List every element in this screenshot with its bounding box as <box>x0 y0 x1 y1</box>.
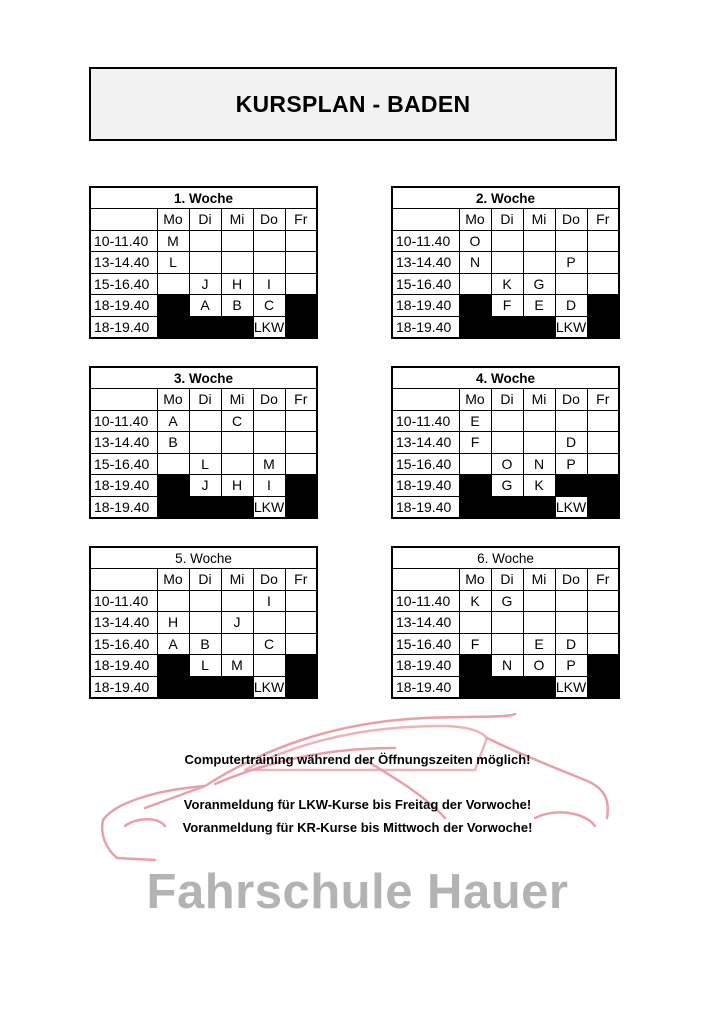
blocked-cell <box>221 676 253 698</box>
course-cell <box>555 273 587 295</box>
course-cell <box>189 432 221 454</box>
day-header: Mo <box>157 569 189 591</box>
course-cell <box>285 230 317 252</box>
course-cell <box>285 252 317 274</box>
course-cell: L <box>189 655 221 677</box>
blocked-cell <box>523 496 555 518</box>
table-row <box>392 475 619 497</box>
day-header: Di <box>189 389 221 411</box>
course-cell: LKW <box>253 676 285 698</box>
blocked-cell <box>523 676 555 698</box>
course-cell: M <box>253 453 285 475</box>
course-cell <box>285 432 317 454</box>
course-cell: F <box>459 432 491 454</box>
table-row <box>392 676 619 698</box>
course-cell: N <box>491 655 523 677</box>
time-slot: 15-16.40 <box>392 273 459 295</box>
course-cell <box>189 612 221 634</box>
day-header: Mi <box>523 209 555 231</box>
title-box <box>89 67 617 141</box>
corner-cell <box>392 209 459 231</box>
blocked-cell <box>459 676 491 698</box>
table-row <box>392 612 619 634</box>
blocked-cell <box>555 475 587 497</box>
blocked-cell <box>221 316 253 338</box>
table-row <box>392 496 619 518</box>
course-cell: D <box>555 633 587 655</box>
time-slot: 10-11.40 <box>90 590 157 612</box>
course-cell: K <box>491 273 523 295</box>
table-row <box>90 496 317 518</box>
course-cell: E <box>523 633 555 655</box>
course-cell <box>253 655 285 677</box>
course-cell <box>157 273 189 295</box>
table-row <box>90 273 317 295</box>
blocked-cell <box>459 295 491 317</box>
table-row <box>392 590 619 612</box>
course-cell: J <box>189 273 221 295</box>
course-cell: P <box>555 453 587 475</box>
week-table <box>391 366 620 519</box>
day-header: Mi <box>221 209 253 231</box>
course-cell: D <box>555 432 587 454</box>
day-header: Mi <box>523 389 555 411</box>
day-header: Di <box>491 389 523 411</box>
time-slot: 13-14.40 <box>392 432 459 454</box>
table-row <box>392 410 619 432</box>
day-header: Mi <box>221 389 253 411</box>
course-cell <box>587 453 619 475</box>
course-cell: LKW <box>253 316 285 338</box>
course-cell: L <box>157 252 189 274</box>
day-header: Do <box>253 569 285 591</box>
course-cell: B <box>221 295 253 317</box>
course-cell <box>285 633 317 655</box>
week-label: 4. Woche <box>392 367 619 389</box>
course-cell <box>459 453 491 475</box>
course-cell <box>555 410 587 432</box>
course-cell: M <box>157 230 189 252</box>
blocked-cell <box>157 475 189 497</box>
blocked-cell <box>587 676 619 698</box>
time-slot: 18-19.40 <box>90 475 157 497</box>
course-cell <box>157 453 189 475</box>
table-row <box>90 252 317 274</box>
day-header: Di <box>189 209 221 231</box>
day-header: Di <box>491 209 523 231</box>
note-lkw-registration: Voranmeldung für LKW-Kurse bis Freitag der Vorwoche! <box>183 797 532 812</box>
time-slot: 18-19.40 <box>90 496 157 518</box>
table-row <box>90 230 317 252</box>
time-slot: 15-16.40 <box>90 633 157 655</box>
brand-logo-text: Fahrschule Hauer <box>146 865 569 919</box>
day-header: Do <box>555 569 587 591</box>
course-cell <box>587 590 619 612</box>
blocked-cell <box>587 475 619 497</box>
course-cell <box>523 590 555 612</box>
time-slot: 13-14.40 <box>90 252 157 274</box>
blocked-cell <box>491 676 523 698</box>
day-header: Mi <box>221 569 253 591</box>
blocked-cell <box>587 295 619 317</box>
time-slot: 18-19.40 <box>392 496 459 518</box>
week-label: 3. Woche <box>90 367 317 389</box>
blocked-cell <box>285 475 317 497</box>
week-table <box>391 546 620 699</box>
time-slot: 18-19.40 <box>392 316 459 338</box>
time-slot: 15-16.40 <box>392 633 459 655</box>
course-cell: N <box>459 252 491 274</box>
course-cell <box>221 432 253 454</box>
table-row <box>90 676 317 698</box>
course-cell <box>555 230 587 252</box>
corner-cell <box>90 209 157 231</box>
time-slot: 18-19.40 <box>392 676 459 698</box>
table-row <box>392 230 619 252</box>
blocked-cell <box>285 655 317 677</box>
time-slot: 18-19.40 <box>90 316 157 338</box>
course-cell: F <box>459 633 491 655</box>
course-cell <box>189 590 221 612</box>
course-cell <box>189 252 221 274</box>
table-row <box>90 453 317 475</box>
course-cell: C <box>253 633 285 655</box>
course-cell: LKW <box>555 676 587 698</box>
blocked-cell <box>285 295 317 317</box>
blocked-cell <box>189 496 221 518</box>
day-header: Fr <box>587 209 619 231</box>
day-header: Do <box>253 389 285 411</box>
course-cell <box>253 432 285 454</box>
day-header: Mo <box>459 389 491 411</box>
corner-cell <box>90 569 157 591</box>
course-cell: C <box>253 295 285 317</box>
table-row <box>90 295 317 317</box>
day-header: Mo <box>459 209 491 231</box>
note-kr-registration: Voranmeldung für KR-Kurse bis Mittwoch der Vorwoche! <box>182 820 533 835</box>
blocked-cell <box>587 316 619 338</box>
day-header: Mo <box>157 389 189 411</box>
course-cell <box>587 612 619 634</box>
course-cell <box>459 612 491 634</box>
time-slot: 10-11.40 <box>392 590 459 612</box>
course-cell <box>555 590 587 612</box>
table-row <box>90 612 317 634</box>
blocked-cell <box>459 475 491 497</box>
day-header: Di <box>491 569 523 591</box>
course-cell: J <box>189 475 221 497</box>
blocked-cell <box>157 295 189 317</box>
course-cell <box>491 432 523 454</box>
course-cell: E <box>459 410 491 432</box>
week-label: 1. Woche <box>90 187 317 209</box>
course-cell: I <box>253 590 285 612</box>
course-cell <box>285 590 317 612</box>
table-row <box>392 432 619 454</box>
course-cell <box>253 612 285 634</box>
blocked-cell <box>285 676 317 698</box>
table-row <box>392 295 619 317</box>
time-slot: 18-19.40 <box>392 655 459 677</box>
course-cell <box>587 230 619 252</box>
blocked-cell <box>459 316 491 338</box>
corner-cell <box>392 389 459 411</box>
time-slot: 15-16.40 <box>90 273 157 295</box>
day-header: Fr <box>285 389 317 411</box>
blocked-cell <box>587 655 619 677</box>
table-row <box>90 410 317 432</box>
course-cell: LKW <box>253 496 285 518</box>
table-row <box>90 316 317 338</box>
course-cell <box>587 410 619 432</box>
day-header: Do <box>555 389 587 411</box>
course-cell <box>253 252 285 274</box>
course-cell <box>555 612 587 634</box>
course-cell <box>587 432 619 454</box>
course-cell <box>523 252 555 274</box>
day-header: Fr <box>587 389 619 411</box>
course-cell: P <box>555 655 587 677</box>
blocked-cell <box>285 316 317 338</box>
course-cell <box>491 230 523 252</box>
course-cell <box>189 230 221 252</box>
blocked-cell <box>491 316 523 338</box>
course-cell <box>253 230 285 252</box>
blocked-cell <box>221 496 253 518</box>
course-cell <box>459 273 491 295</box>
course-cell: G <box>491 475 523 497</box>
course-cell: I <box>253 475 285 497</box>
time-slot: 15-16.40 <box>392 453 459 475</box>
day-header: Do <box>555 209 587 231</box>
car-outline-icon <box>95 708 615 878</box>
day-header: Mo <box>459 569 491 591</box>
day-header: Fr <box>285 569 317 591</box>
course-cell <box>221 230 253 252</box>
table-row <box>90 590 317 612</box>
table-row <box>90 633 317 655</box>
blocked-cell <box>459 655 491 677</box>
week-table <box>89 366 318 519</box>
course-cell: A <box>189 295 221 317</box>
course-cell: B <box>157 432 189 454</box>
week-table <box>391 186 620 339</box>
table-row <box>90 655 317 677</box>
table-row <box>392 655 619 677</box>
course-cell <box>221 590 253 612</box>
course-cell: C <box>221 410 253 432</box>
course-cell: O <box>491 453 523 475</box>
blocked-cell <box>157 496 189 518</box>
blocked-cell <box>459 496 491 518</box>
time-slot: 18-19.40 <box>90 676 157 698</box>
page-title: KURSPLAN - BADEN <box>235 90 471 117</box>
course-cell: L <box>189 453 221 475</box>
time-slot: 10-11.40 <box>392 410 459 432</box>
week-label: 2. Woche <box>392 187 619 209</box>
course-cell: H <box>221 273 253 295</box>
course-cell: I <box>253 273 285 295</box>
blocked-cell <box>491 496 523 518</box>
table-row <box>392 633 619 655</box>
course-cell: O <box>459 230 491 252</box>
course-cell: M <box>221 655 253 677</box>
week-table <box>89 546 318 699</box>
course-cell <box>587 633 619 655</box>
table-row <box>392 453 619 475</box>
course-cell <box>491 252 523 274</box>
day-header: Fr <box>285 209 317 231</box>
week-table <box>89 186 318 339</box>
course-cell <box>221 252 253 274</box>
table-row <box>392 316 619 338</box>
blocked-cell <box>285 496 317 518</box>
course-cell <box>221 633 253 655</box>
course-cell: B <box>189 633 221 655</box>
blocked-cell <box>157 316 189 338</box>
blocked-cell <box>189 676 221 698</box>
course-cell: J <box>221 612 253 634</box>
course-cell: K <box>459 590 491 612</box>
week-label: 6. Woche <box>392 547 619 569</box>
day-header: Mi <box>523 569 555 591</box>
course-cell <box>523 612 555 634</box>
time-slot: 18-19.40 <box>392 475 459 497</box>
day-header: Di <box>189 569 221 591</box>
course-cell: D <box>555 295 587 317</box>
course-cell <box>285 612 317 634</box>
course-cell: LKW <box>555 316 587 338</box>
course-cell: G <box>491 590 523 612</box>
course-cell: E <box>523 295 555 317</box>
course-cell: H <box>157 612 189 634</box>
course-cell <box>491 633 523 655</box>
time-slot: 10-11.40 <box>90 410 157 432</box>
time-slot: 18-19.40 <box>90 295 157 317</box>
blocked-cell <box>523 316 555 338</box>
course-cell <box>285 273 317 295</box>
course-cell: A <box>157 410 189 432</box>
blocked-cell <box>157 676 189 698</box>
time-slot: 13-14.40 <box>90 612 157 634</box>
table-row <box>392 273 619 295</box>
day-header: Fr <box>587 569 619 591</box>
time-slot: 13-14.40 <box>392 612 459 634</box>
course-cell <box>523 230 555 252</box>
course-cell: O <box>523 655 555 677</box>
table-row <box>392 252 619 274</box>
course-cell: F <box>491 295 523 317</box>
course-cell: G <box>523 273 555 295</box>
course-cell <box>587 252 619 274</box>
course-cell: N <box>523 453 555 475</box>
course-cell <box>523 410 555 432</box>
course-cell <box>189 410 221 432</box>
note-computer-training: Computertraining während der Öffnungszeiten möglich! <box>184 752 531 767</box>
corner-cell <box>392 569 459 591</box>
time-slot: 10-11.40 <box>392 230 459 252</box>
course-cell: H <box>221 475 253 497</box>
course-cell <box>491 612 523 634</box>
course-cell <box>587 273 619 295</box>
course-cell <box>285 410 317 432</box>
time-slot: 10-11.40 <box>90 230 157 252</box>
blocked-cell <box>157 655 189 677</box>
course-cell <box>157 590 189 612</box>
blocked-cell <box>189 316 221 338</box>
time-slot: 18-19.40 <box>90 655 157 677</box>
course-cell: A <box>157 633 189 655</box>
course-cell <box>221 453 253 475</box>
course-cell <box>253 410 285 432</box>
time-slot: 15-16.40 <box>90 453 157 475</box>
time-slot: 13-14.40 <box>392 252 459 274</box>
table-row <box>90 432 317 454</box>
time-slot: 18-19.40 <box>392 295 459 317</box>
course-cell: P <box>555 252 587 274</box>
course-cell: LKW <box>555 496 587 518</box>
corner-cell <box>90 389 157 411</box>
course-cell <box>285 453 317 475</box>
blocked-cell <box>587 496 619 518</box>
week-label: 5. Woche <box>90 547 317 569</box>
course-cell: K <box>523 475 555 497</box>
table-row <box>90 475 317 497</box>
time-slot: 13-14.40 <box>90 432 157 454</box>
course-cell <box>523 432 555 454</box>
day-header: Do <box>253 209 285 231</box>
day-header: Mo <box>157 209 189 231</box>
course-cell <box>491 410 523 432</box>
